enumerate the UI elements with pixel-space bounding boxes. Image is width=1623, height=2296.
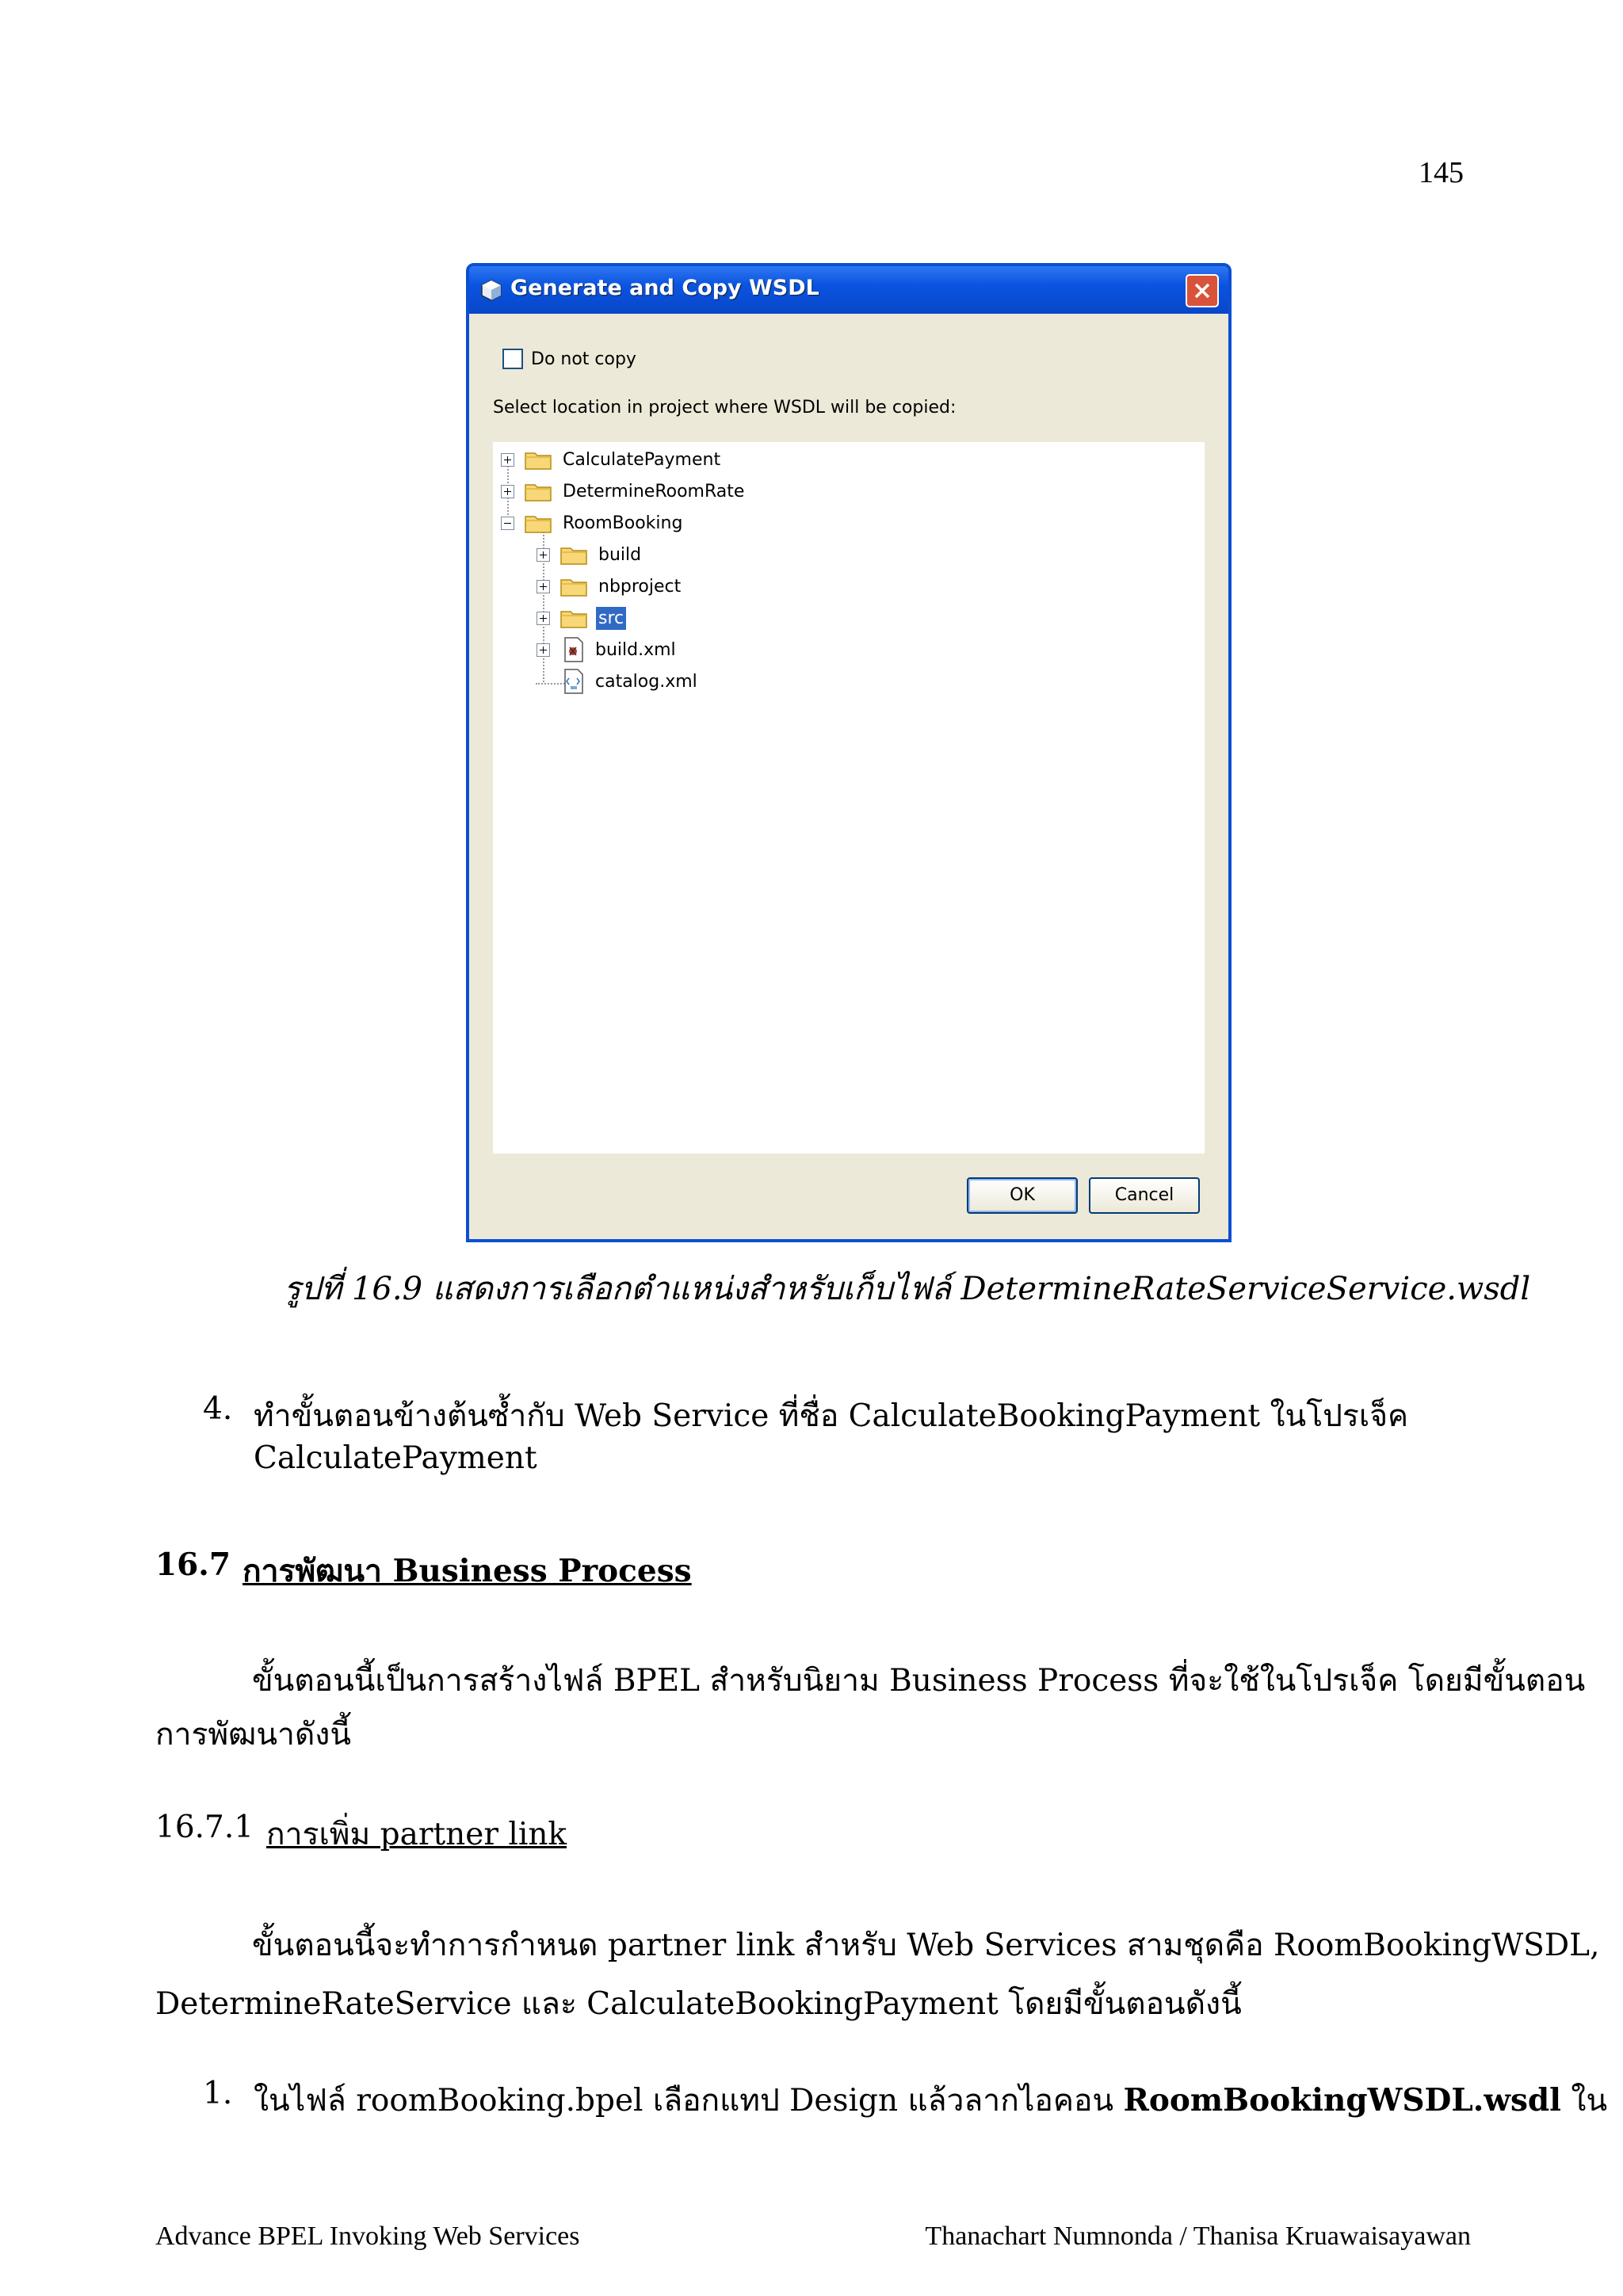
folder-icon	[559, 575, 588, 597]
step-1-body: ในไฟล์ roomBooking.bpel เลือกแทป Design แล้วลากไอคอน	[254, 2083, 1114, 2119]
paragraph-2-line-2: DetermineRateService และ CalculateBookingPayment โดยมีขั้นตอนดังนี้	[155, 1986, 1242, 2022]
section-16-7-1-number: 16.7.1	[155, 1810, 254, 1845]
step-1-number: 1.	[203, 2076, 233, 2111]
ok-button[interactable]: OK	[967, 1177, 1078, 1214]
paragraph-1-line-1: ขั้นตอนนี้เป็นการสร้างไฟล์ BPEL สำหรับนิยาม Business Process ที่จะใช้ในโปรเจ็ค โดยมีขั้นตอน	[252, 1663, 1586, 1699]
folder-icon	[559, 543, 588, 566]
expand-icon[interactable]	[537, 612, 550, 625]
close-button[interactable]	[1186, 274, 1219, 307]
do-not-copy-checkbox[interactable]	[502, 349, 523, 369]
paragraph-2-line-1: ขั้นตอนนี้จะทำการกำหนด partner link สำหรับ Web Services สามชุดคือ RoomBookingWSDL,	[252, 1928, 1600, 1963]
project-tree[interactable]	[493, 442, 1205, 1154]
folder-icon	[524, 448, 552, 471]
expand-icon[interactable]	[501, 453, 514, 467]
step-4-number: 4.	[203, 1391, 233, 1427]
select-location-label: Select location in project where WSDL will be copied:	[493, 398, 957, 418]
tree-node-label: catalog.xml	[595, 671, 697, 692]
folder-icon	[524, 480, 552, 502]
folder-open-icon	[524, 512, 552, 534]
section-16-7-title: การพัฒนา Business Process	[242, 1553, 692, 1589]
expand-icon[interactable]	[537, 643, 550, 657]
tree-node-label: DetermineRoomRate	[563, 481, 745, 502]
tree-node-build-xml[interactable]	[537, 635, 678, 664]
step-1-filename: RoomBookingWSDL.wsdl	[1123, 2082, 1561, 2119]
tree-node-label: RoomBooking	[563, 513, 683, 533]
tree-node-catalog-xml[interactable]	[550, 667, 700, 696]
tree-node-roombooking[interactable]	[501, 509, 685, 537]
folder-icon	[559, 607, 588, 629]
expand-icon[interactable]	[537, 580, 550, 593]
tree-node-build[interactable]	[537, 540, 643, 569]
tree-node-label: build	[598, 544, 642, 565]
do-not-copy-label: Do not copy	[531, 349, 636, 369]
tree-node-calculatepayment[interactable]	[501, 445, 723, 474]
step-1-tail: ใน	[1571, 2083, 1608, 2119]
tree-node-determineroomrate[interactable]	[501, 477, 747, 505]
dialog-title: Generate and Copy WSDL	[510, 276, 819, 300]
footer-left: Advance BPEL Invoking Web Services	[155, 2222, 580, 2251]
step-4-line-1: ทำขั้นตอนข้างต้นซ้ำกับ Web Service ที่ชื่อ CalculateBookingPayment ในโปรเจ็ค	[254, 1398, 1409, 1434]
footer-right: Thanachart Numnonda / Thanisa Kruawaisayawan	[925, 2222, 1471, 2251]
tree-node-label: nbproject	[598, 576, 682, 597]
do-not-copy-row[interactable]	[502, 349, 636, 369]
netbeans-cube-icon	[480, 279, 502, 301]
tree-node-src[interactable]	[537, 604, 626, 632]
section-16-7-number: 16.7	[155, 1547, 231, 1583]
tree-node-label: build.xml	[595, 639, 676, 660]
tree-node-label: CalculatePayment	[563, 449, 721, 470]
close-icon	[1193, 282, 1211, 299]
page-number: 145	[1419, 156, 1464, 189]
xml-file-icon	[563, 669, 585, 694]
ant-build-file-icon	[563, 637, 585, 662]
expand-icon[interactable]	[537, 548, 550, 562]
paragraph-1-line-2: การพัฒนาดังนี้	[155, 1717, 351, 1753]
dialog-titlebar	[469, 266, 1228, 314]
step-1-text	[254, 2076, 1607, 2125]
step-4-line-2: CalculatePayment	[254, 1440, 537, 1476]
generate-copy-wsdl-dialog	[466, 263, 1232, 1242]
tree-node-label-selected: src	[596, 607, 626, 630]
section-16-7-1-title: การเพิ่ม partner link	[266, 1817, 567, 1852]
tree-node-nbproject[interactable]	[537, 572, 683, 601]
cancel-button[interactable]: Cancel	[1089, 1177, 1200, 1214]
expand-icon[interactable]	[501, 485, 514, 498]
collapse-icon[interactable]	[501, 517, 514, 530]
figure-caption: รูปที่ 16.9 แสดงการเลือกตำแหน่งสำหรับเก็บไฟล์ DetermineRateServiceService.wsdl	[284, 1271, 1531, 1307]
